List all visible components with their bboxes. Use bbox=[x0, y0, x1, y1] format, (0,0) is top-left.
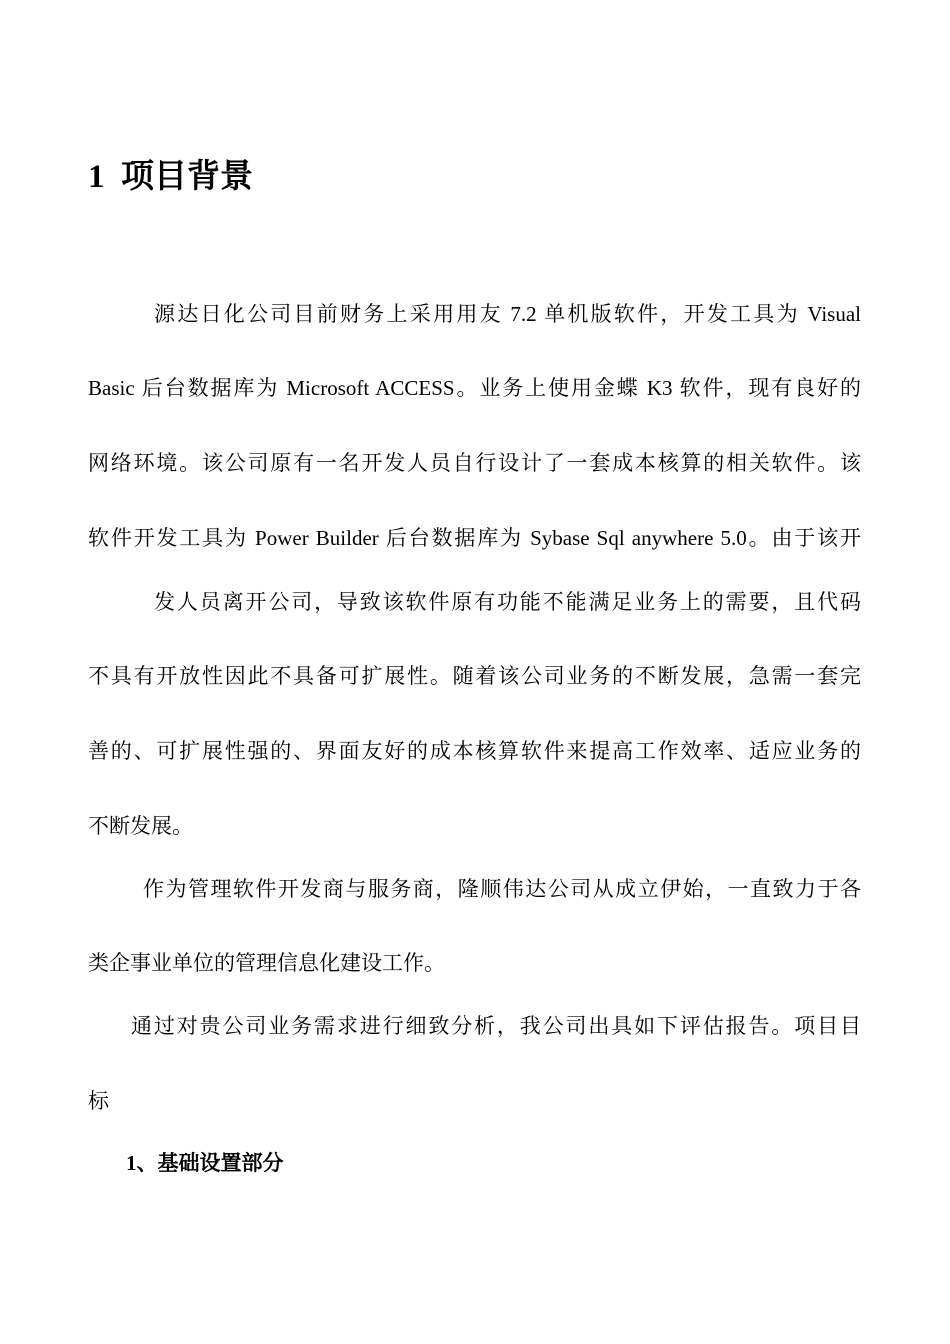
paragraph-line: 发人员离开公司，导致该软件原有功能不能满足业务上的需要，且代码 bbox=[154, 590, 861, 614]
section-title: 项目背景 bbox=[121, 159, 253, 195]
subsection-heading: 1、基础设置部分 bbox=[126, 1151, 284, 1175]
paragraph-line: 源达日化公司目前财务上采用用友 7.2 单机版软件，开发工具为 Visual bbox=[154, 302, 861, 326]
paragraph-line: 善的、可扩展性强的、界面友好的成本核算软件来提高工作效率、适应业务的 bbox=[88, 739, 861, 763]
paragraph-line: 标 bbox=[88, 1089, 109, 1113]
paragraph-line: 通过对贵公司业务需求进行细致分析，我公司出具如下评估报告。项目目 bbox=[131, 1014, 861, 1038]
paragraph-line: 类企事业单位的管理信息化建设工作。 bbox=[88, 951, 445, 975]
section-number: 1 bbox=[88, 159, 105, 195]
paragraph-line: 网络环境。该公司原有一名开发人员自行设计了一套成本核算的相关软件。该 bbox=[88, 451, 861, 475]
paragraph-line: 软件开发工具为 Power Builder 后台数据库为 Sybase Sql anywhere 5.0。由于该开 bbox=[88, 526, 861, 550]
paragraph-line: 不断发展。 bbox=[88, 814, 193, 838]
paragraph-line: 不具有开放性因此不具备可扩展性。随着该公司业务的不断发展，急需一套完 bbox=[88, 664, 861, 688]
paragraph-line: 作为管理软件开发商与服务商，隆顺伟达公司从成立伊始，一直致力于各 bbox=[143, 877, 861, 901]
paragraph-line: Basic 后台数据库为 Microsoft ACCESS。业务上使用金蝶 K3 软件，现有良好的 bbox=[88, 376, 861, 400]
section-heading bbox=[88, 152, 253, 202]
